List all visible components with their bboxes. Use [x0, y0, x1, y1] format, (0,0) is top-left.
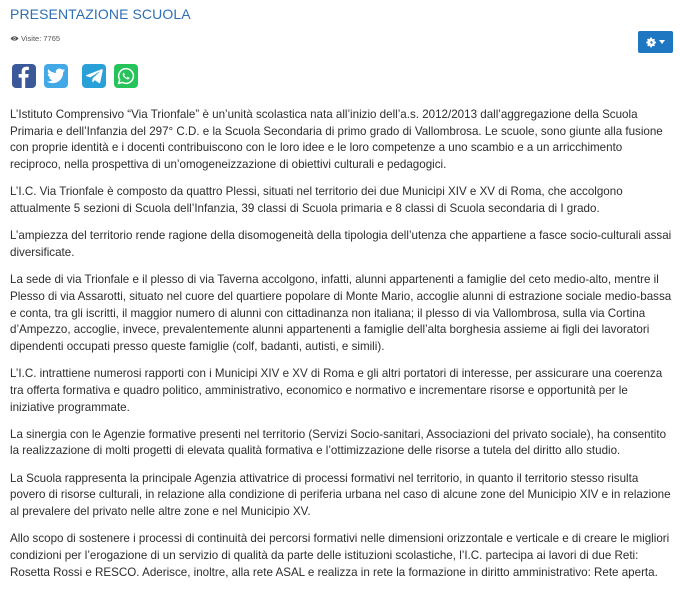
- caret-down-icon: [659, 40, 665, 44]
- telegram-share-button[interactable]: [82, 64, 106, 88]
- article-body: [10, 107, 672, 592]
- paragraph: La sinergia con le Agenzie formative presenti nel territorio (Servizi Socio-sanitari, Associazioni del privato sociale), ha consentito la realizzazione di molti progetti di elevata qualità formativa e l’ottimizzazione delle risorse a tutela del diritto allo studio.: [10, 427, 667, 458]
- visit-counter: [10, 34, 60, 43]
- tools-dropdown-button[interactable]: [638, 31, 673, 53]
- paragraph: L’I.C. intrattiene numerosi rapporti con i Municipi XIV e XV di Roma e gli altri portatori di interesse, per assicurare una coerenza tra offerta formativa e quadro politico, amministrativo, economico e normativo e incrementare risorse e opportunità per le iniziative programmate.: [10, 367, 663, 414]
- facebook-icon: [12, 64, 36, 88]
- facebook-share-button[interactable]: [12, 64, 36, 88]
- share-bar: [12, 64, 138, 88]
- paragraph: Allo scopo di sostenere i processi di continuità dei percorsi formativi nelle dimensioni orizzontale e verticale e di creare le migliori condizioni per l’erogazione di un servizio di qualità da parte delle istituzioni scolastiche, l’I.C. partecipa ai lavori di due Reti: Rosetta Rossi e RESCO. Aderisce, inoltre, alla rete ASAL e realizza in rete la formazione in diritto amministrativo: Rete aperta.: [10, 532, 670, 579]
- paragraph: L’ampiezza del territorio rende ragione della disomogeneità della tipologia dell’utenza che appartiene a fasce socio-culturali assai diversificate.: [10, 229, 672, 259]
- eye-icon: [10, 35, 19, 42]
- page-title: PRESENTAZIONE SCUOLA: [10, 6, 191, 22]
- gear-icon: [646, 37, 657, 48]
- paragraph: L’Istituto Comprensivo “Via Trionfale” è un’unità scolastica nata all’inizio dell’a.s. 2012/2013 dall’aggregazione della Scuola Primaria e dell’Infanzia del 297° C.D. e la Scuola Secondaria di primo grado di Vallombrosa. Le scuole, sono giunte alla fusione con proprie identità e i docenti contribuiscono con le loro idee e le loro competenze a uno scambio e a un arricchimento reciproco, nella prospettiva di un’omogeneizzazione di obiettivi culturali e pedagogici.: [10, 108, 663, 172]
- paragraph: La Scuola rappresenta la principale Agenzia attivatrice di processi formativi nel territorio, in quanto il territorio stesso risulta povero di risorse culturali, in relazione alla condizione di periferia urbana nel caso di alcune zone del Municipio XIV e in relazione al prevalere del privato nelle altre zone e nel Municipio XV.: [10, 471, 671, 519]
- paragraph: La sede di via Trionfale e il plesso di via Taverna accolgono, infatti, alunni appartenenti a famiglie del ceto medio-alto, mentre il Plesso di via Assarotti, situato nel cuore del quartiere popolare di Monte Mario, accoglie alunni di estrazione sociale medio-bassa e conta, tra gli iscritti, il maggior numero di alunni con cittadinanza non italiana; il plesso di via Vallombrosa, sulla via Cortina d’Ampezzo, accoglie, invece, prevalentemente alunni appartenenti a famiglie dell’alta borghesia assieme ai figli dei lavoratori dipendenti occupati presso queste famiglie (colf, badanti, autisti, e simili).: [10, 273, 672, 353]
- visit-count: Visite: 7765: [21, 34, 61, 43]
- telegram-icon: [86, 69, 103, 84]
- twitter-icon: [47, 68, 65, 84]
- whatsapp-icon: [117, 67, 135, 85]
- paragraph: L’I.C. Via Trionfale è composto da quattro Plessi, situati nel territorio dei due Municipi XIV e XV di Roma, che accolgono attualmente 5 sezioni di Scuola dell’Infanzia, 39 classi di Scuola primaria e 8 classi di Scuola secondaria di I grado.: [10, 185, 623, 216]
- whatsapp-share-button[interactable]: [114, 64, 138, 88]
- twitter-share-button[interactable]: [44, 64, 68, 88]
